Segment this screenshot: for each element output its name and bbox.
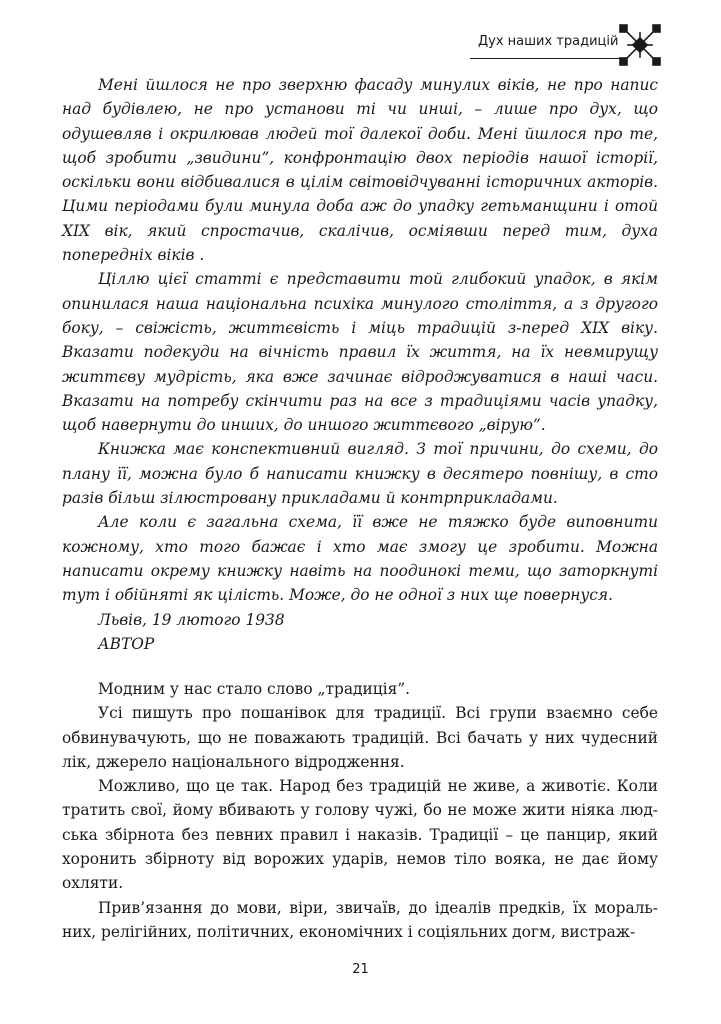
preface-place-date: Львів, 19 лютого 1938 (98, 610, 285, 629)
preface-paragraph-1: Мені йшлося не про зверхню фасаду минулих віків, не про напис над будівлею, не про установи ті чи инші, – лише про дух, що одушевляв і окрилював людей тої далекої доби. Мені йшлося про те, щоб зробити „звидини”, конфронтацію двох періодів нашої історії, оскільки вони відбивалися в цілім світовідчуванні історичних акторів. Цими періодами були минула доба аж до упадку гетьманщини і отой XIX вік, який спростачив, скалічив, осміявши перед тим, духа попередніх віків . (62, 76, 658, 265)
main-text-block (62, 677, 658, 944)
page-number: 21 (352, 962, 369, 977)
preface-paragraph-4: Але коли є загальна схема, її вже не тяжко буде виповнити кожному, хто того бажає і хто має змогу це зробити. Можна написати окрему книжку навіть на поодинокі теми, що заторкнуті тут і обійняті як цілість. Може, до не одної з них ще повернуся. (62, 513, 658, 605)
main-paragraph-1: Модним у нас стало слово „традиція”. (98, 680, 411, 698)
header-rule (470, 58, 622, 59)
main-paragraph-4: Прив’язання до мови, віри, звичаїв, до ідеалів предків, їх моральних, релігійних, політичних, економічних і соціяльних догм, вистраж- (62, 898, 658, 941)
main-paragraph-2: Усі пишуть про пошанівок для традиції. Всі групи взаємно себе обвинувачують, що не поважають традицій. Всі бачать у них чудесний лік, джерело національного відродження. (62, 704, 658, 771)
folk-cross-ornament-icon (617, 22, 663, 68)
running-header: Дух наших традицій (478, 34, 619, 49)
preface-paragraph-2: Ціллю цієї статті є представити той глибокий упадок, в якім опинилася наша національна психіка минулого століття, а з другого боку, – свіжість, життєвість і міць традицій з-перед XIX віку. Вказати подекуди на вічність правил їх життя, на їх невмирущу життєву мудрість, яка вже зачинає відроджуватися в наші часи. Вказати на потребу скінчити раз на все з традиціями часів упадку, щоб навернути до инших, до иншого життєвого „вірую”. (62, 270, 658, 435)
main-paragraph-3: Можливо, що це так. Народ без традицій не живе, а животіє. Коли тратить свої, йому вбивають у голову чужі, бо не може жити ніяка людська збірнота без певних правил і наказів. Традиції – це панцир, який хоронить збірноту від ворожих ударів, немов тіло вояка, не дає йому охляти. (62, 777, 658, 893)
preface-block (62, 73, 658, 656)
preface-paragraph-3: Книжка має конспективний вигляд. З тої причини, до схеми, до плану її, можна було б написати книжку в десятеро повнішу, в сто разів більш зілюстровану прикладами й контрприкладами. (62, 440, 658, 508)
preface-author: АВТОР (98, 634, 155, 653)
